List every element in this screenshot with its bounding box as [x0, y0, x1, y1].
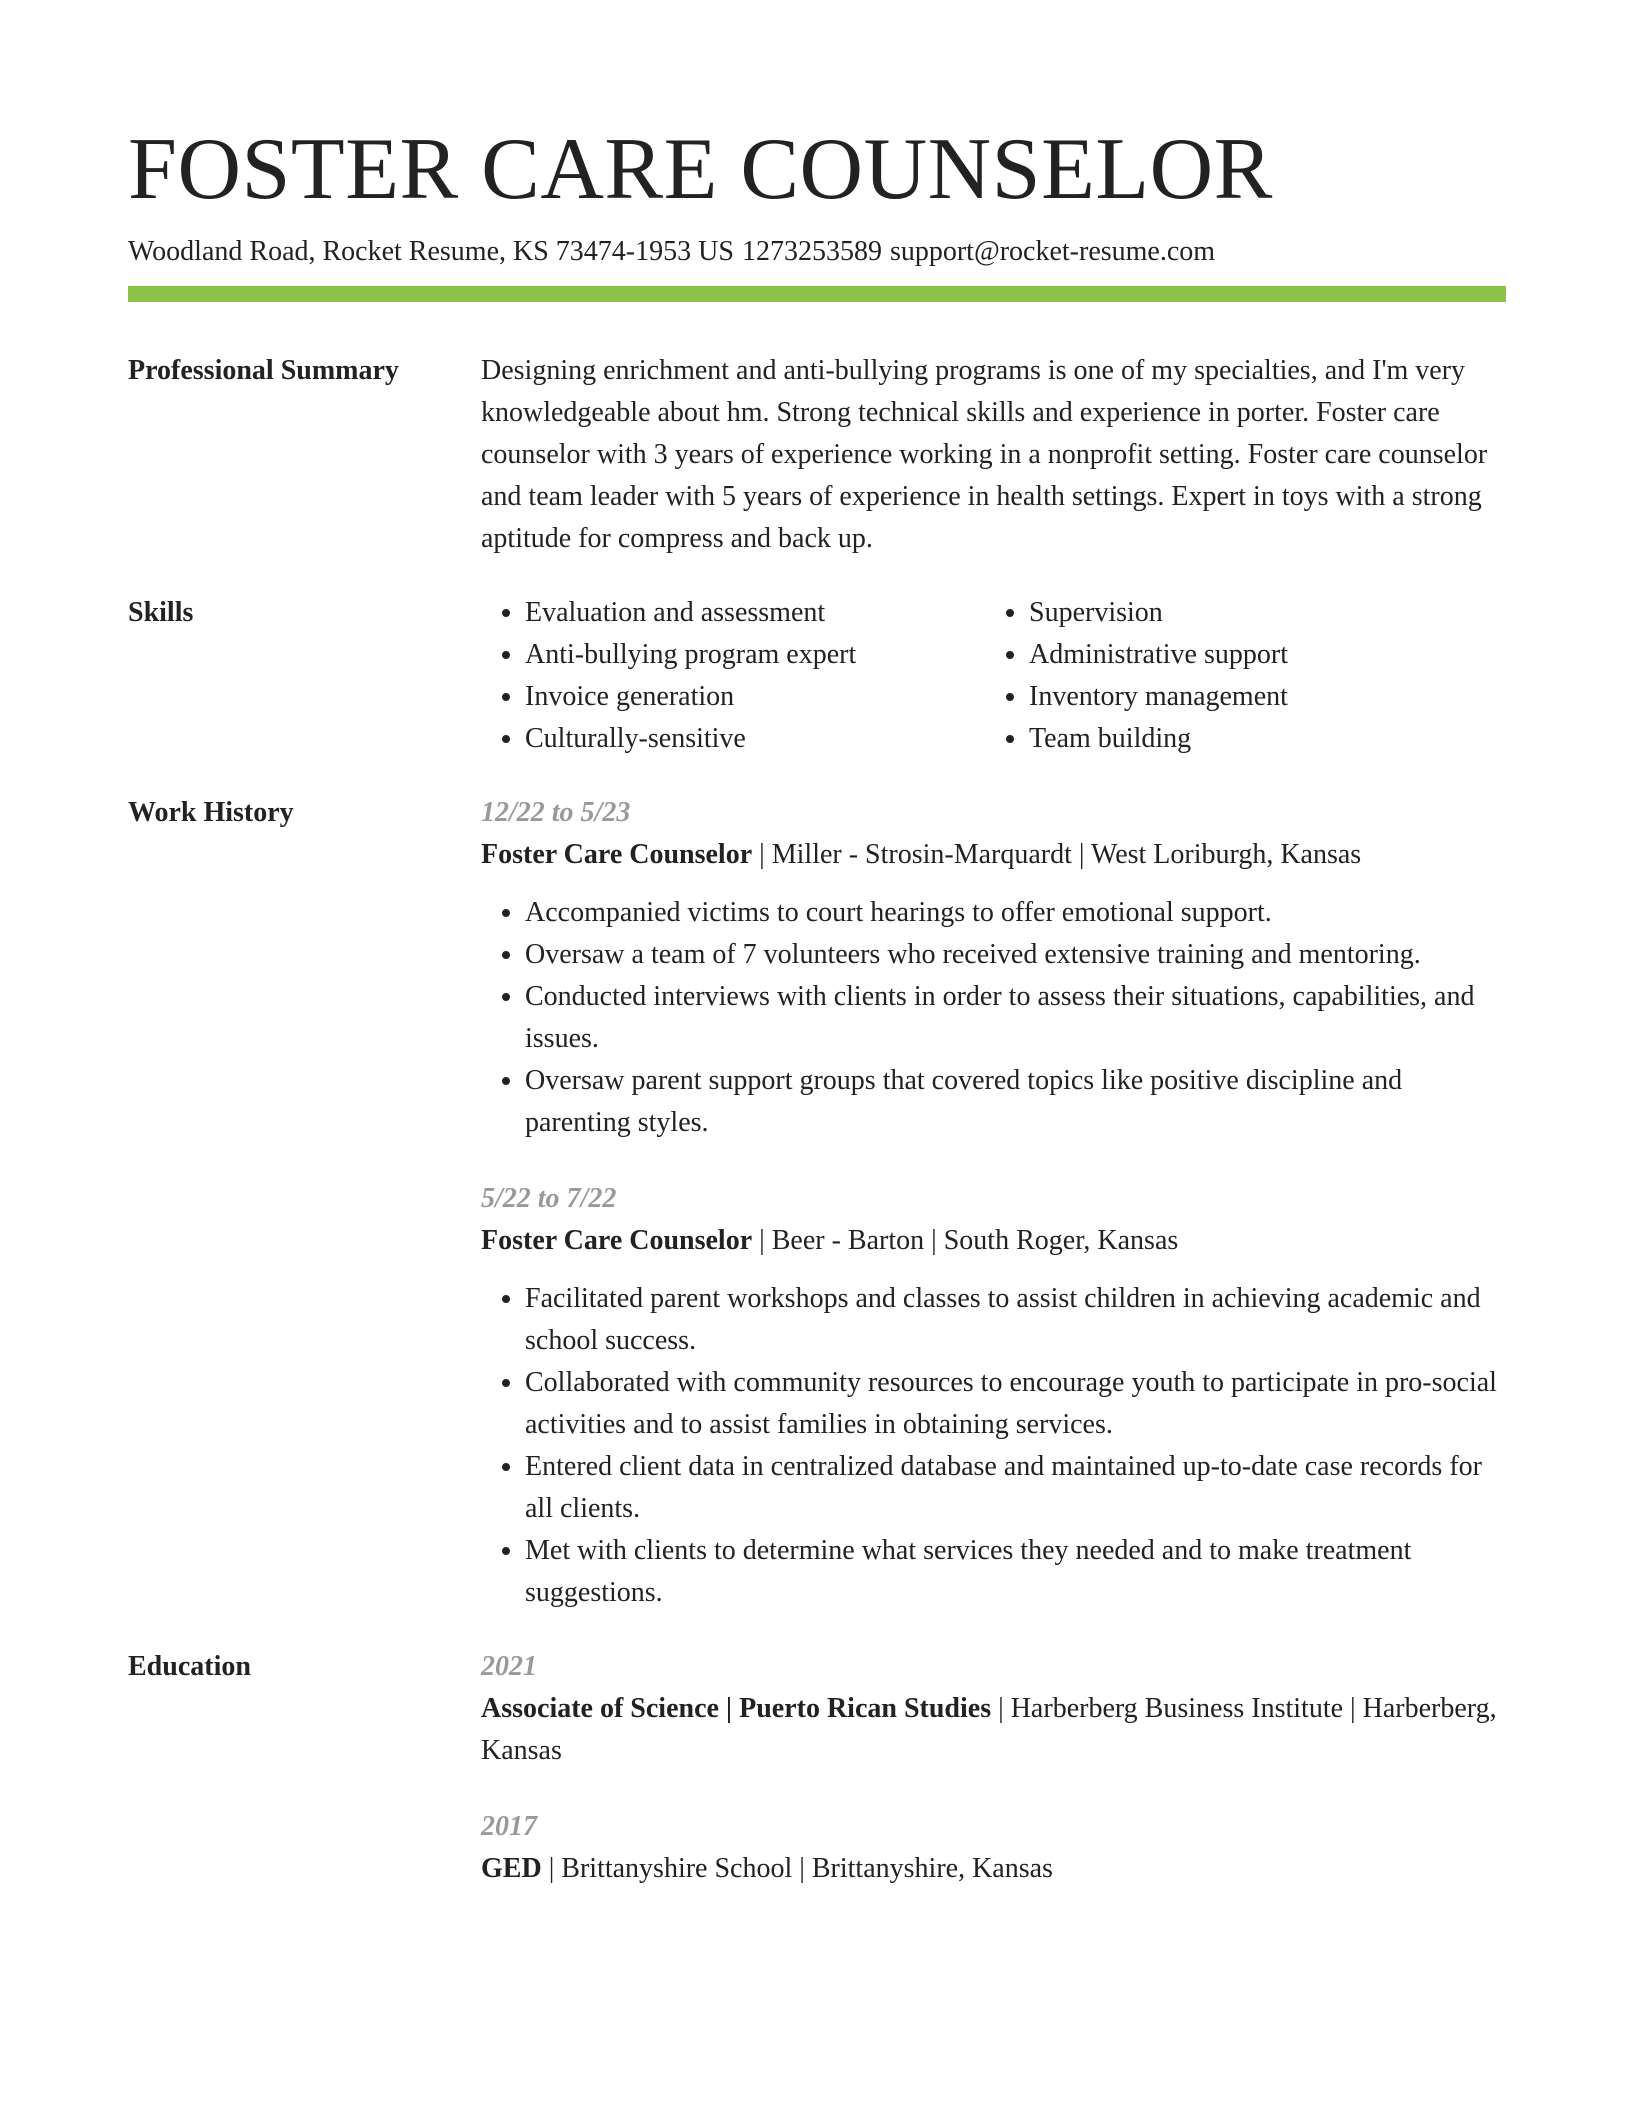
summary-section — [128, 350, 1506, 560]
job-title: Foster Care Counselor — [481, 839, 753, 870]
skill-item: • Anti-bullying program expert — [525, 634, 985, 676]
skill-item: • Team building — [1029, 718, 1489, 760]
work-history-body — [481, 792, 1506, 1614]
education-entry — [481, 1806, 1506, 1890]
job-title: Foster Care Counselor — [481, 1225, 753, 1256]
job-dates: 12/22 to 5/23 — [481, 797, 631, 828]
contact-email: support@rocket-resume.com — [889, 236, 1216, 267]
education-body — [481, 1646, 1506, 1890]
work-history-section — [128, 792, 1506, 1614]
header-divider — [128, 286, 1506, 302]
job-bullets — [481, 892, 1506, 1144]
job-bullet: • Met with clients to determine what services they needed and to make treatment suggestions. — [525, 1530, 1506, 1614]
education-section — [128, 1646, 1506, 1890]
contact-line — [128, 234, 1506, 270]
education-entry — [481, 1646, 1506, 1772]
education-heading — [481, 1688, 1506, 1772]
education-label: Education — [128, 1651, 251, 1682]
skills-column-2 — [985, 592, 1489, 760]
job-bullets — [481, 1278, 1506, 1614]
education-heading — [481, 1848, 1506, 1890]
summary-label: Professional Summary — [128, 355, 399, 386]
skill-item: • Supervision — [1029, 592, 1489, 634]
education-school-location: | Harberberg Business Institute | Harberberg, Kansas — [481, 1693, 1497, 1766]
education-year: 2017 — [481, 1811, 537, 1842]
resume-name-heading: FOSTER CARE COUNSELOR — [128, 121, 1273, 218]
job-bullet: • Collaborated with community resources to encourage youth to participate in pro-social activities and to assist families in obtaining services. — [525, 1362, 1506, 1446]
job-bullet: • Conducted interviews with clients in order to assess their situations, capabilities, and issues. — [525, 976, 1506, 1060]
education-year: 2021 — [481, 1651, 537, 1682]
skills-grid — [481, 592, 1506, 760]
job-dates: 5/22 to 7/22 — [481, 1183, 617, 1214]
skill-item: • Culturally-sensitive — [525, 718, 985, 760]
skill-item: • Inventory management — [1029, 676, 1489, 718]
skills-section — [128, 592, 1506, 760]
skills-column-1 — [481, 592, 985, 760]
job-bullet: • Entered client data in centralized database and maintained up-to-date case records for all clients. — [525, 1446, 1506, 1530]
skill-item: • Evaluation and assessment — [525, 592, 985, 634]
contact-phone: 1273253589 — [741, 236, 882, 267]
job-entry — [481, 1178, 1506, 1614]
job-bullet: • Oversaw parent support groups that covered topics like positive discipline and parenting styles. — [525, 1060, 1506, 1144]
job-entry — [481, 792, 1506, 1144]
job-employer-location: | Miller - Strosin-Marquardt | West Loriburgh, Kansas — [759, 839, 1362, 870]
job-heading — [481, 834, 1506, 876]
education-degree: Associate of Science | Puerto Rican Studies — [481, 1693, 992, 1724]
job-heading — [481, 1220, 1506, 1262]
job-bullet: • Oversaw a team of 7 volunteers who received extensive training and mentoring. — [525, 934, 1506, 976]
job-bullet: • Facilitated parent workshops and classes to assist children in achieving academic and school success. — [525, 1278, 1506, 1362]
skill-item: • Administrative support — [1029, 634, 1489, 676]
skills-body — [481, 592, 1506, 760]
education-school-location: | Brittanyshire School | Brittanyshire, Kansas — [548, 1853, 1053, 1884]
job-employer-location: | Beer - Barton | South Roger, Kansas — [759, 1225, 1179, 1256]
contact-address: Woodland Road, Rocket Resume, KS 73474-1953 US — [128, 236, 734, 267]
skills-label: Skills — [128, 597, 194, 628]
summary-text: Designing enrichment and anti-bullying programs is one of my specialties, and I'm very knowledgeable about hm. Strong technical skills and experience in porter. Foster care counselor with 3 years of experience working in a nonprofit setting. Foster care counselor and team leader with 5 years of experience in health settings. Expert in toys with a strong aptitude for compress and back up. — [481, 355, 1488, 554]
skill-item: • Invoice generation — [525, 676, 985, 718]
work-history-label: Work History — [128, 797, 294, 828]
resume-page — [128, 118, 1506, 1890]
summary-body — [481, 350, 1506, 560]
education-degree: GED — [481, 1853, 542, 1884]
job-bullet: • Accompanied victims to court hearings to offer emotional support. — [525, 892, 1506, 934]
